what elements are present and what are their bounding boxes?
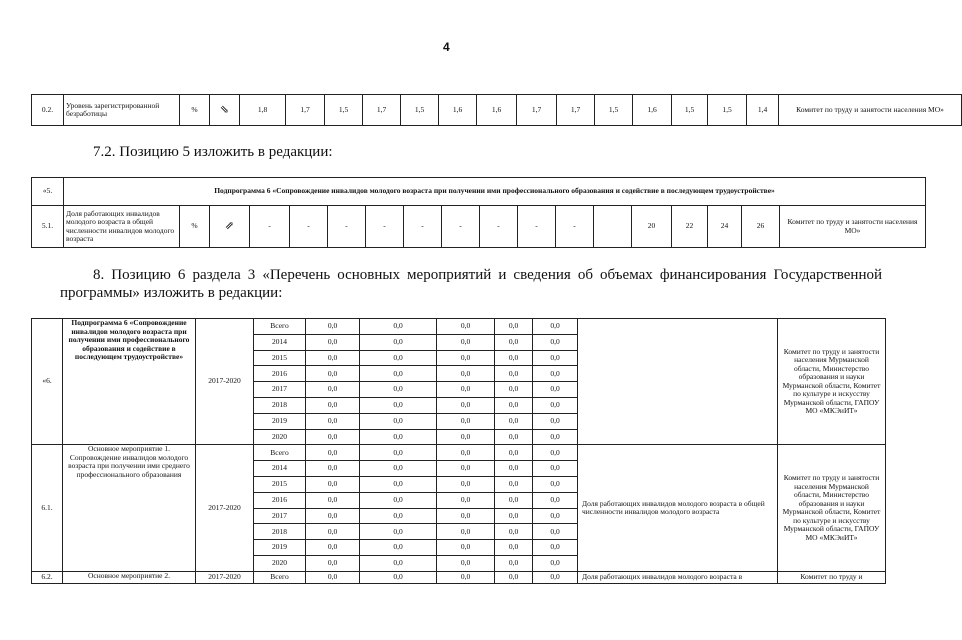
value-cell: 1,6 [633,95,672,126]
year-cell: 2017 [254,382,306,398]
indicator-cell: Доля работающих инвалидов молодого возраста в общей численности инвалидов молодого возраста [578,445,778,571]
responsible-cell: Комитет по труду и [778,571,886,583]
paragraph-7-2: 7.2. Позицию 5 изложить в редакции: [93,144,333,160]
amount-cell: 0,0 [306,461,360,477]
paragraph-8-text: 8. Позицию 6 раздела 3 «Перечень основных мероприятий и сведения об объемах финансирования Государственной программы» изложить в редакции: [60,267,882,301]
responsible-cell: Комитет по труду и занятости населения Мурманской области, Министерство образования и науки Мурманской области, Комитет по культуре и искусству Мурманской области, ГАПОУ МО «МКЭиИТ» [778,445,886,571]
amount-cell: 0,0 [306,476,360,492]
value-cell: 1,7 [363,95,401,126]
year-cell: 2016 [254,492,306,508]
amount-cell: 0,0 [533,319,578,335]
financing-table [31,318,886,584]
amount-cell: 0,0 [360,429,437,445]
amount-cell: 0,0 [306,382,360,398]
amount-cell: 0,0 [495,366,533,382]
value-cell: - [404,206,442,248]
value-cell: 22 [672,206,708,248]
amount-cell: 0,0 [533,461,578,477]
amount-cell: 0,0 [533,350,578,366]
period-cell: 2017-2020 [196,445,254,571]
measure-number: 6.1. [32,445,63,571]
year-cell: Всего [254,445,306,461]
amount-cell: 0,0 [495,319,533,335]
year-cell: 2020 [254,555,306,571]
amount-cell: 0,0 [495,445,533,461]
amount-cell: 0,0 [306,571,360,583]
trend-arrow-icon: ⇘ [210,95,240,126]
amount-cell: 0,0 [360,571,437,583]
amount-cell: 0,0 [360,413,437,429]
amount-cell: 0,0 [437,492,495,508]
value-cell: 1,7 [517,95,557,126]
page-number: 4 [443,40,450,54]
indicator-name: Уровень зарегистрированной безработицы [64,95,180,126]
year-cell: Всего [254,571,306,583]
value-cell: 24 [708,206,742,248]
responsible-cell: Комитет по труду и занятости населения МО» [779,95,962,126]
amount-cell: 0,0 [495,397,533,413]
amount-cell: 0,0 [495,540,533,556]
unit-cell: % [180,95,210,126]
amount-cell: 0,0 [306,555,360,571]
amount-cell: 0,0 [495,429,533,445]
value-cell: - [290,206,328,248]
value-cell: 1,5 [672,95,708,126]
year-cell: 2017 [254,508,306,524]
amount-cell: 0,0 [437,445,495,461]
amount-cell: 0,0 [495,413,533,429]
amount-cell: 0,0 [495,334,533,350]
amount-cell: 0,0 [306,540,360,556]
responsible-cell: Комитет по труду и занятости населения Мурманской области, Министерство образования и науки Мурманской области, Комитет по культуре и искусству Мурманской области, ГАПОУ МО «МКЭиИТ» [778,319,886,445]
amount-cell: 0,0 [306,397,360,413]
indicator-cell [578,319,778,445]
value-cell: - [480,206,518,248]
table-row [32,95,962,126]
amount-cell: 0,0 [533,334,578,350]
value-cell: - [366,206,404,248]
row-number: 5.1. [32,206,64,248]
amount-cell: 0,0 [533,413,578,429]
value-cell: 1,5 [595,95,633,126]
amount-cell: 0,0 [495,492,533,508]
amount-cell: 0,0 [495,382,533,398]
amount-cell: 0,0 [533,571,578,583]
value-cell: - [442,206,480,248]
amount-cell: 0,0 [306,429,360,445]
table-row [32,319,886,335]
amount-cell: 0,0 [533,524,578,540]
year-cell: 2016 [254,366,306,382]
year-cell: 2018 [254,524,306,540]
unit-cell: % [180,206,210,248]
year-cell: 2019 [254,540,306,556]
amount-cell: 0,0 [306,492,360,508]
period-cell: 2017-2020 [196,571,254,583]
table-row [32,571,886,583]
year-cell: 2018 [254,397,306,413]
value-cell: - [328,206,366,248]
amount-cell: 0,0 [533,508,578,524]
subprogram-title: Подпрограмма 6 «Сопровождение инвалидов молодого возраста при получении ими профессионального образования и содействие в последующем трудоустройстве» [64,178,926,206]
value-cell [594,206,632,248]
indicator-cell: Доля работающих инвалидов молодого возраста в [578,571,778,583]
measure-number: 6.2. [32,571,63,583]
indicator-table-position-5 [31,177,926,248]
subprogram-number: «5. [32,178,64,206]
value-cell: 1,6 [439,95,477,126]
value-cell: 1,8 [240,95,286,126]
amount-cell: 0,0 [437,413,495,429]
amount-cell: 0,0 [360,555,437,571]
amount-cell: 0,0 [437,319,495,335]
year-cell: 2020 [254,429,306,445]
value-cell: 1,5 [325,95,363,126]
measure-name: Основное мероприятие 2. [63,571,196,583]
amount-cell: 0,0 [437,461,495,477]
amount-cell: 0,0 [437,555,495,571]
year-cell: 2014 [254,461,306,477]
value-cell: 1,4 [747,95,779,126]
value-cell: 1,6 [477,95,517,126]
value-cell: - [250,206,290,248]
year-cell: 2015 [254,350,306,366]
amount-cell: 0,0 [437,476,495,492]
value-cell: - [556,206,594,248]
amount-cell: 0,0 [533,445,578,461]
amount-cell: 0,0 [360,524,437,540]
amount-cell: 0,0 [360,492,437,508]
amount-cell: 0,0 [533,366,578,382]
value-cell: - [518,206,556,248]
year-cell: Всего [254,319,306,335]
amount-cell: 0,0 [437,382,495,398]
amount-cell: 0,0 [533,555,578,571]
amount-cell: 0,0 [306,413,360,429]
value-cell: 1,5 [708,95,747,126]
amount-cell: 0,0 [437,366,495,382]
amount-cell: 0,0 [360,334,437,350]
paragraph-8 [60,266,882,302]
amount-cell: 0,0 [437,540,495,556]
amount-cell: 0,0 [306,319,360,335]
amount-cell: 0,0 [495,555,533,571]
amount-cell: 0,0 [306,334,360,350]
value-cell: 20 [632,206,672,248]
table-row [32,206,926,248]
amount-cell: 0,0 [495,524,533,540]
table-row [32,178,926,206]
amount-cell: 0,0 [495,461,533,477]
amount-cell: 0,0 [437,350,495,366]
trend-arrow-icon: ⇗ [210,206,250,248]
amount-cell: 0,0 [360,540,437,556]
amount-cell: 0,0 [437,429,495,445]
amount-cell: 0,0 [360,397,437,413]
amount-cell: 0,0 [533,382,578,398]
year-cell: 2015 [254,476,306,492]
amount-cell: 0,0 [533,397,578,413]
value-cell: 26 [742,206,780,248]
value-cell: 1,7 [557,95,595,126]
amount-cell: 0,0 [360,476,437,492]
amount-cell: 0,0 [306,350,360,366]
table-row [32,445,886,461]
amount-cell: 0,0 [360,319,437,335]
amount-cell: 0,0 [437,524,495,540]
amount-cell: 0,0 [306,524,360,540]
measure-number: «6. [32,319,63,445]
amount-cell: 0,0 [533,492,578,508]
amount-cell: 0,0 [437,508,495,524]
value-cell: 1,5 [401,95,439,126]
amount-cell: 0,0 [533,540,578,556]
amount-cell: 0,0 [437,571,495,583]
amount-cell: 0,0 [306,445,360,461]
period-cell: 2017-2020 [196,319,254,445]
amount-cell: 0,0 [495,508,533,524]
amount-cell: 0,0 [360,366,437,382]
amount-cell: 0,0 [495,571,533,583]
indicator-name: Доля работающих инвалидов молодого возраста в общей численности инвалидов молодого возраста [64,206,180,248]
amount-cell: 0,0 [306,366,360,382]
amount-cell: 0,0 [437,397,495,413]
amount-cell: 0,0 [360,382,437,398]
amount-cell: 0,0 [495,350,533,366]
amount-cell: 0,0 [360,445,437,461]
amount-cell: 0,0 [495,476,533,492]
amount-cell: 0,0 [360,508,437,524]
indicator-table-row-02 [31,94,962,126]
amount-cell: 0,0 [306,508,360,524]
amount-cell: 0,0 [437,334,495,350]
measure-name: Подпрограмма 6 «Сопровождение инвалидов молодого возраста при получении ими профессионального образования и содействие в последующем трудоустройстве» [63,319,196,445]
amount-cell: 0,0 [533,476,578,492]
responsible-cell: Комитет по труду и занятости населения МО» [780,206,926,248]
measure-name: Основное мероприятие 1. Сопровождение инвалидов молодого возраста при получении ими среднего профессионального образования [63,445,196,571]
amount-cell: 0,0 [360,350,437,366]
row-number: 0.2. [32,95,64,126]
year-cell: 2019 [254,413,306,429]
year-cell: 2014 [254,334,306,350]
amount-cell: 0,0 [360,461,437,477]
amount-cell: 0,0 [533,429,578,445]
value-cell: 1,7 [286,95,325,126]
